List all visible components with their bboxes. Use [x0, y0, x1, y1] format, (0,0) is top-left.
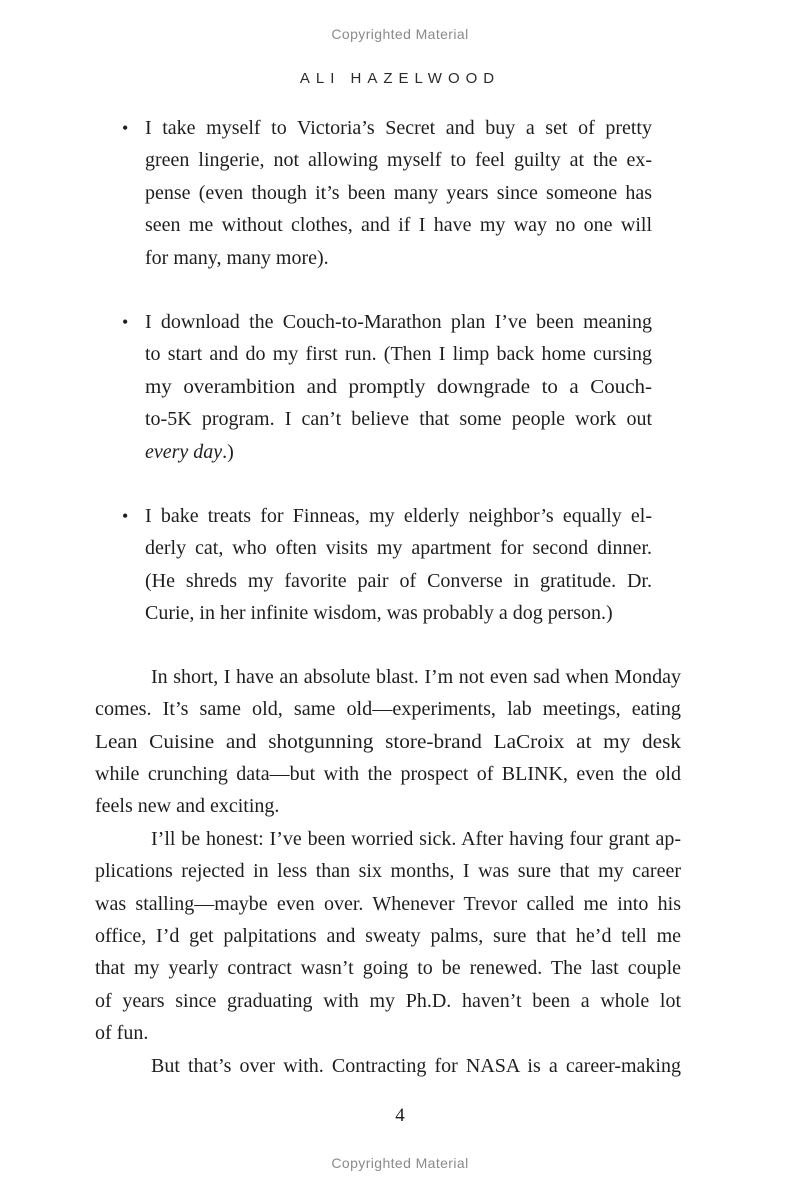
body-paragraphs	[95, 661, 681, 1082]
bullet-list	[95, 112, 681, 630]
text-line: that my yearly contract wasn’t going to be renewed. The last couple	[95, 957, 681, 980]
text-line: every day.)	[145, 440, 234, 463]
copyright-notice-bottom: Copyrighted Material	[331, 1154, 469, 1171]
page-number: 4	[395, 1104, 405, 1126]
text-line: seen me without clothes, and if I have my way no one will	[145, 214, 652, 237]
text-line: I bake treats for Finneas, my elderly neighbor’s equally el-	[145, 505, 652, 528]
text-line: to start and do my first run. (Then I limp back home cursing	[145, 343, 652, 366]
text-line: plications rejected in less than six months, I was sure that my career	[95, 860, 681, 883]
bullet-item	[122, 500, 652, 630]
text-line: I download the Couch-to-Marathon plan I’ve been meaning	[145, 311, 652, 334]
text-line: for many, many more).	[145, 246, 329, 269]
italic-phrase: every day	[145, 440, 223, 463]
text-line: In short, I have an absolute blast. I’m not even sad when Monday	[151, 665, 681, 688]
copyright-notice-top: Copyrighted Material	[331, 26, 469, 42]
text-line: my overambition and promptly downgrade to a Couch-	[145, 375, 652, 398]
text-line: of years since graduating with my Ph.D. haven’t been a whole lot	[95, 989, 681, 1012]
paragraph	[95, 1050, 681, 1082]
author-header: ALI HAZELWOOD	[299, 70, 501, 87]
bullet-marker: •	[122, 118, 129, 138]
text-line: of fun.	[95, 1022, 149, 1045]
text-line: But that’s over with. Contracting for NASA is a career-making	[151, 1054, 681, 1077]
text-line: green lingerie, not allowing myself to feel guilty at the ex-	[145, 149, 652, 172]
text-line: I take myself to Victoria’s Secret and buy a set of pretty	[145, 117, 652, 139]
text-line: was stalling—maybe even over. Whenever Trevor called me into his	[95, 892, 681, 915]
bullet-item	[122, 306, 652, 468]
text-line: comes. It’s same old, same old—experiments, lab meetings, eating	[95, 698, 681, 721]
text-line: Curie, in her infinite wisdom, was probably a dog person.)	[145, 602, 613, 625]
text-line: I’ll be honest: I’ve been worried sick. After having four grant ap-	[151, 827, 681, 850]
text-line: Lean Cuisine and shotgunning store-brand LaCroix at my desk	[95, 730, 681, 753]
text-line: to-5K program. I can’t believe that some people work out	[145, 408, 652, 431]
paragraph	[95, 823, 681, 1050]
paragraph	[95, 661, 681, 823]
bullet-marker: •	[122, 312, 129, 333]
bullet-marker: •	[122, 506, 129, 527]
text-line: office, I’d get palpitations and sweaty palms, sure that he’d tell me	[95, 924, 681, 947]
text-line: (He shreds my favorite pair of Converse in gratitude. Dr.	[145, 569, 652, 592]
text-line: pense (even though it’s been many years since someone has	[145, 181, 652, 204]
text-line: while crunching data—but with the prospect of BLINK, even the old	[95, 762, 681, 785]
page-content	[95, 112, 681, 1082]
text-line: derly cat, who often visits my apartment for second dinner.	[145, 537, 652, 560]
text-line: feels new and exciting.	[95, 795, 280, 818]
bullet-item	[122, 112, 652, 274]
